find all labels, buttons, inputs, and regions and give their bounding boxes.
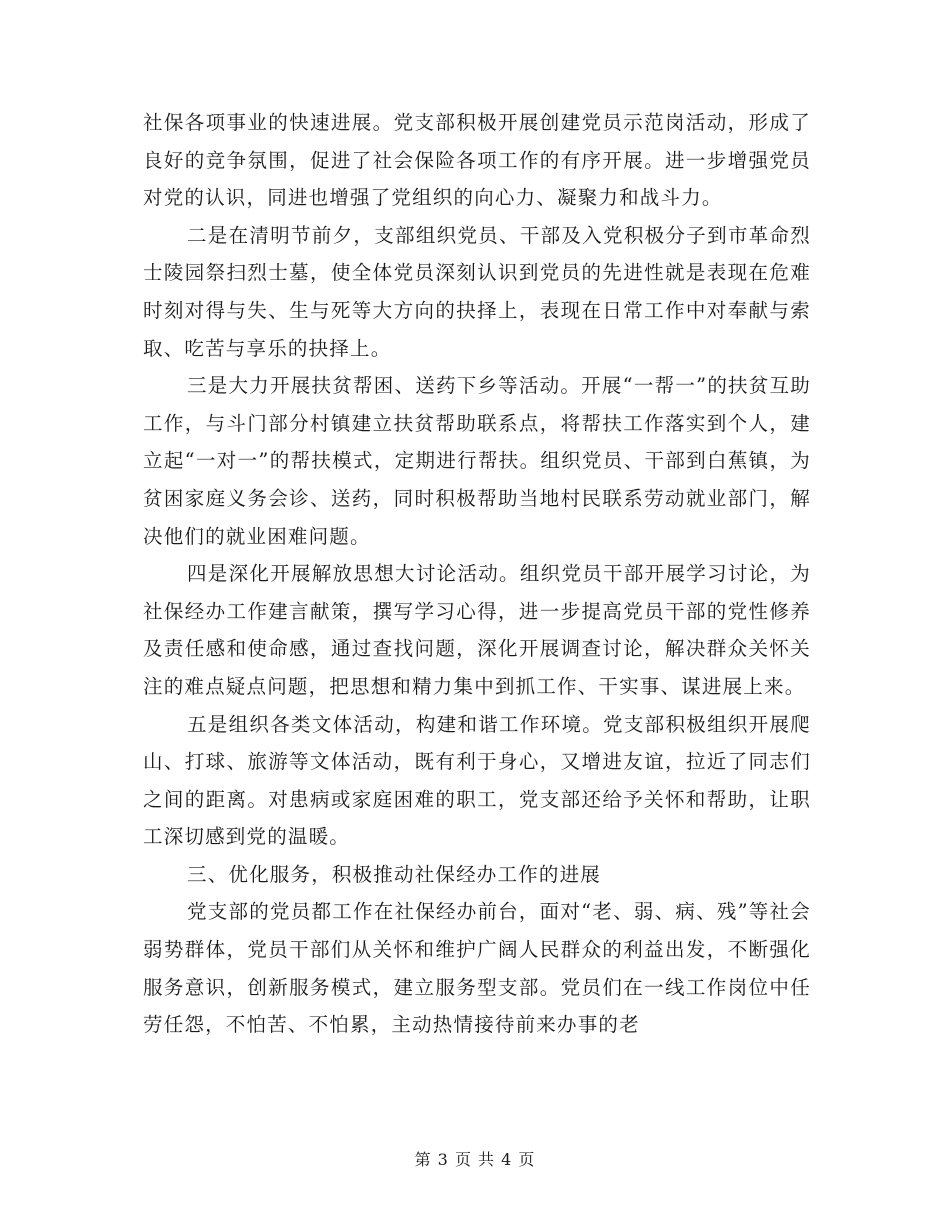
section-heading: 三、优化服务，积极推动社保经办工作的进展 <box>187 862 602 886</box>
page-number-footer: 第 3 页 共 4 页 <box>414 1150 536 1169</box>
paragraph-item-four: 四是深化开展解放思想大讨论活动。组织党员干部开展学习讨论，为社保经办工作建言献策，撰写学习心得，进一步提高党员干部的党性修养及责任感和使命感，通过查找问题，深化开展调查讨论，解决群众关怀关注的难点疑点问题，把思想和精力集中到抓工作、干实事、谋进展上来。 <box>143 562 811 698</box>
paragraph-item-three: 三是大力开展扶贫帮困、送药下乡等活动。开展“一帮一”的扶贫互助工作，与斗门部分村镇建立扶贫帮助联系点，将帮扶工作落实到个人，建立起“一对一”的帮扶模式，定期进行帮扶。组织党员、干部到白蕉镇，为贫困家庭义务会诊、送药，同时积极帮助当地村民联系劳动就业部门，解决他们的就业困难问题。 <box>143 374 811 548</box>
document-body <box>143 104 811 1044</box>
paragraph-item-five: 五是组织各类文体活动，构建和谐工作环境。党支部积极组织开展爬山、打球、旅游等文体活动，既有利于身心，又增进友谊，拉近了同志们之间的距离。对患病或家庭困难的职工，党支部还给予关怀和帮助，让职工深切感到党的温暖。 <box>143 712 811 849</box>
paragraph-section-three-body: 党支部的党员都工作在社保经办前台，面对“老、弱、病、残”等社会弱势群体，党员干部们从关怀和维护广阔人民群众的利益出发，不断强化服务意识，创新服务模式，建立服务型支部。党员们在一线工作岗位中任劳任怨，不怕苦、不怕累，主动热情接待前来办事的老 <box>143 900 811 1037</box>
paragraph-item-two: 二是在清明节前夕，支部组织党员、干部及入党积极分子到市革命烈士陵园祭扫烈士墓，使全体党员深刻认识到党员的先进性就是表现在危难时刻对得与失、生与死等大方向的抉择上，表现在日常工作中对奉献与索取、吃苦与享乐的抉择上。 <box>143 223 811 360</box>
paragraph-continuation: 社保各项事业的快速进展。党支部积极开展创建党员示范岗活动，形成了良好的竞争氛围，促进了社会保险各项工作的有序开展。进一步增强党员对党的认识，同进也增强了党组织的向心力、凝聚力和战斗力。 <box>143 111 811 210</box>
